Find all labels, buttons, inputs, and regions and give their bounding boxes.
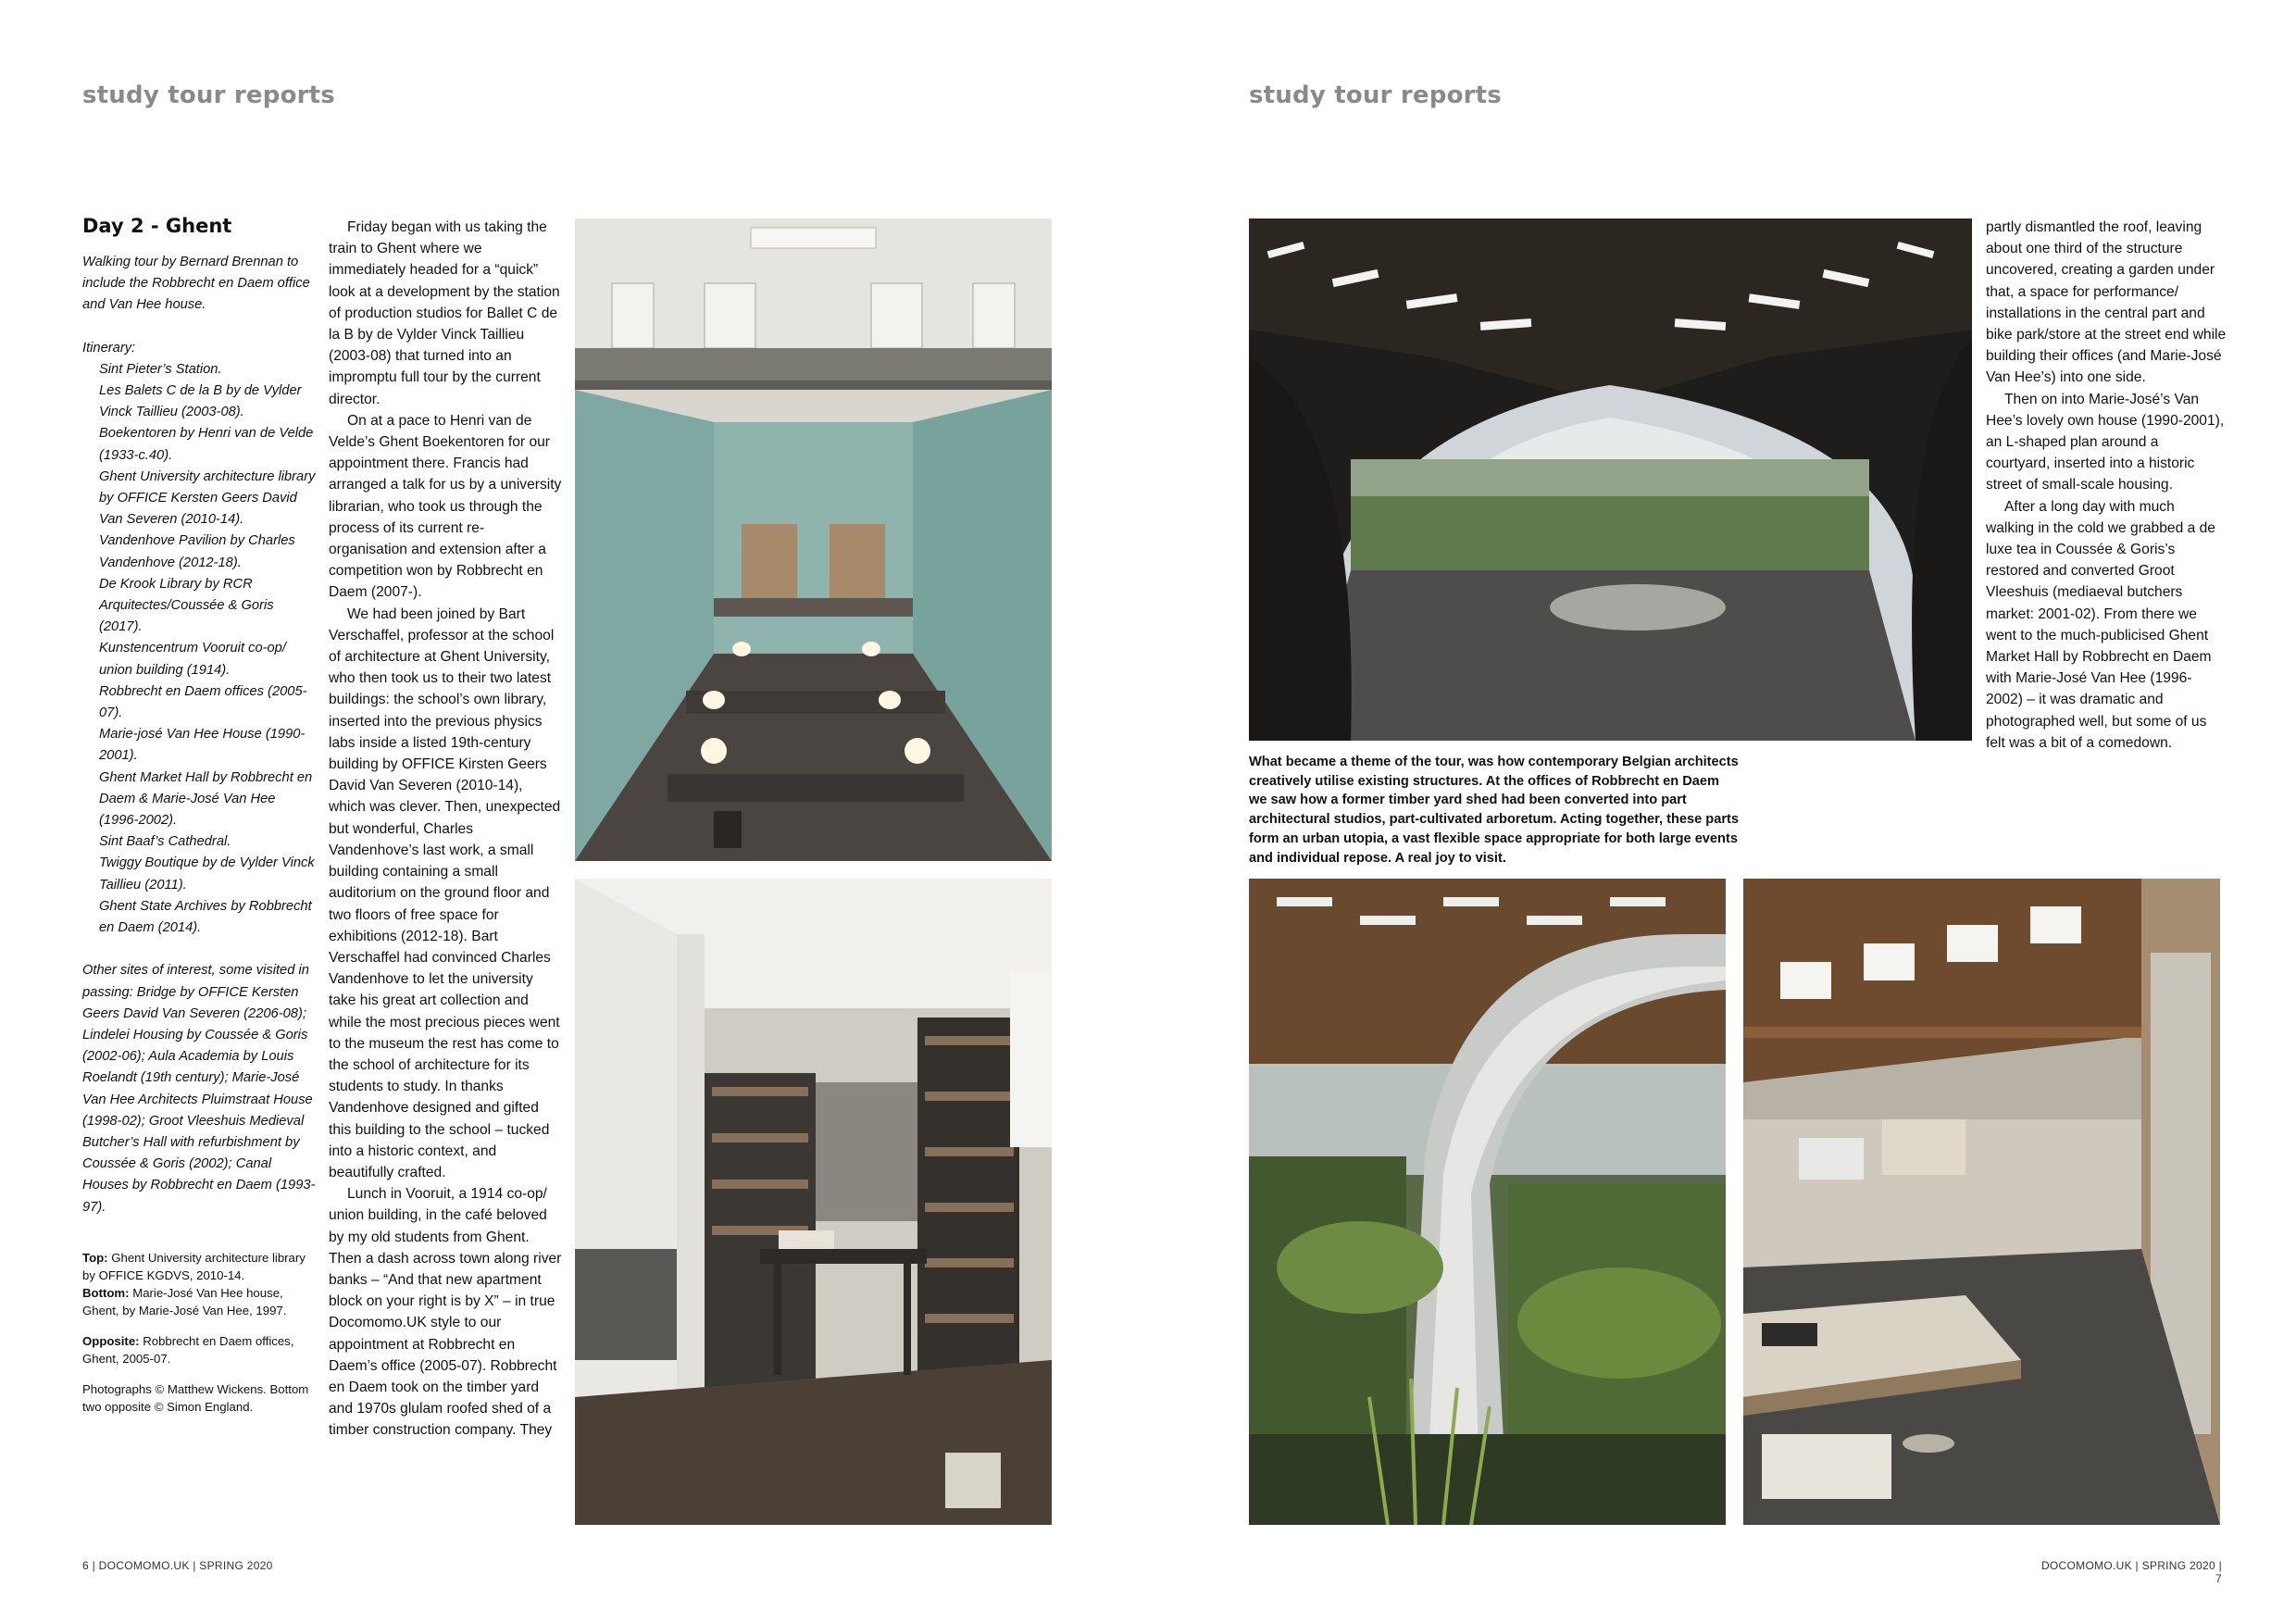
left-page-footer: 6 | DOCOMOMO.UK | SPRING 2020 bbox=[82, 1559, 273, 1572]
photo-glulam-arch-garden bbox=[1249, 879, 1726, 1525]
caption-opposite-text: Robbrecht en Daem offices, Ghent, 2005-07. bbox=[82, 1334, 294, 1366]
itinerary-item: Boekentoren by Henri van de Velde (1933-c.40). bbox=[99, 426, 314, 463]
right-page-header: study tour reports bbox=[1249, 81, 1502, 109]
itinerary-item: Ghent University architecture library by OFFICE Kersten Geers David Van Severen (2010-14). bbox=[99, 468, 316, 528]
itinerary-item: Twiggy Boutique by de Vylder Vinck Taillieu (2011). bbox=[99, 855, 315, 893]
itinerary-item: Kunstencentrum Vooruit co-op/ union building (1914). bbox=[99, 641, 286, 678]
itinerary-item: Marie-josé Van Hee House (1990-2001). bbox=[99, 727, 306, 764]
photo-timber-shed-garden bbox=[1249, 218, 1972, 741]
caption-bottom-text: Marie-José Van Hee house, Ghent, by Marie-José Van Hee, 1997. bbox=[82, 1286, 287, 1317]
photo-credits: Photographs © Matthew Wickens. Bottom two opposite © Simon England. bbox=[82, 1382, 309, 1414]
day-title: Day 2 - Ghent bbox=[82, 215, 232, 237]
sidebar-column bbox=[82, 252, 316, 1218]
body-paragraph: Lunch in Vooruit, a 1914 co-op/ union building, in the café beloved by my old students from Ghent. Then a dash across town along river banks – “And that new apartment block on your right is by X” – in true Docomomo.UK style to our appointment at Robbrecht en Daem’s office (2005-07). Robbrecht en Daem took on the timber yard and 1970s glulam roofed shed of a timber construction company. They bbox=[329, 1186, 562, 1439]
photo-library-interior bbox=[575, 218, 1052, 861]
itinerary-item: Ghent State Archives by Robbrecht en Daem (2014). bbox=[99, 898, 312, 936]
itinerary-item: De Krook Library by RCR Arquitectes/Coussée & Goris (2017). bbox=[99, 576, 274, 635]
other-sites-text: Other sites of interest, some visited in passing: Bridge by OFFICE Kersten Geers David Van Severen (2206-08); Lindelei Housing by Coussée & Goris (2002-06); Aula Academia by Louis Roelandt (19th century); Marie-José Van Hee Architects Pluimstraat House (1998-02); Groot Vleeshuis Medieval Butcher’s Hall with refurbishment by Coussée & Goris (2002); Canal Houses by Robbrecht en Daem (1993-97). bbox=[82, 963, 316, 1215]
caption-opposite-label: Opposite: bbox=[82, 1334, 140, 1348]
caption-top-text: Ghent University architecture library by OFFICE KGDVS, 2010-14. bbox=[82, 1251, 306, 1282]
body-paragraph: On at a pace to Henri van de Velde’s Ghent Boekentoren for our appointment there. Francis had arranged a talk for us by a university librarian, who took us through the process of its current re-organisation and extension after a competition won by Robbrecht en Daem (2007-). bbox=[329, 412, 562, 601]
body-paragraph: partly dismantled the roof, leaving about one third of the structure uncovered, creating a garden under that, a space for performance/ installations in the central part and bike park/store at the street end while building their offices (and Marie-José Van Hee’s) into one side. bbox=[1986, 219, 2227, 386]
left-page-header: study tour reports bbox=[82, 81, 335, 109]
caption-bottom-label: Bottom: bbox=[82, 1286, 130, 1300]
body-paragraph: After a long day with much walking in the cold we grabbed a de luxe tea in Coussée & Goris’s restored and converted Groot Vleeshuis (mediaeval butchers market: 2001-02). From there we went to the much-publicised Ghent Market Hall by Robbrecht en Daem with Marie-José Van Hee (1996-2002) – it was dramatic and photographed well, but some of us felt was a bit of a comedown. bbox=[1986, 498, 2215, 751]
photo-house-interior bbox=[575, 879, 1052, 1525]
photo-captions bbox=[82, 1249, 318, 1429]
body-paragraph: We had been joined by Bart Verschaffel, professor at the school of architecture at Ghent University, who then took us to their two latest buildings: the school’s own library, inserted into the previous physics labs inside a listed 19th-century building by OFFICE Kirsten Geers David Van Severen (2010-14), which was clever. Then, unexpected but wonderful, Charles Vandenhove’s last work, a small building containing a small auditorium on the ground floor and two floors of free space for exhibitions (2012-18). Bart Verschaffel had convinced Charles Vandenhove to let the university take his great art collection and while the most precious pieces went to the museum the rest has come to the school of architecture for its students to study. In thanks Vandenhove designed and gifted this building to the school – tucked into a historic context, and beautifully crafted. bbox=[329, 606, 561, 1180]
caption-top-label: Top: bbox=[82, 1251, 108, 1265]
right-page-footer: DOCOMOMO.UK | SPRING 2020 | 7 bbox=[2040, 1559, 2222, 1585]
body-paragraph: Then on into Marie-José’s Van Hee’s lovely own house (1990-2001), an L-shaped plan around a courtyard, inserted into a historic street of small-scale housing. bbox=[1986, 391, 2225, 493]
right-body-column bbox=[1986, 217, 2227, 754]
itinerary-label: Itinerary: bbox=[82, 340, 136, 356]
itinerary-item: Les Balets C de la B by de Vylder Vinck Taillieu (2003-08). bbox=[99, 383, 302, 420]
body-paragraph: Friday began with us taking the train to Ghent where we immediately headed for a “quick” look at a development by the station of production studios for Ballet C de la B by de Vylder Vinck Taillieu (2003-08) that turned into an impromptu full tour by the current director. bbox=[329, 219, 560, 407]
itinerary-item: Vandenhove Pavilion by Charles Vandenhove (2012-18). bbox=[99, 533, 295, 570]
left-body-column bbox=[329, 217, 562, 1442]
itinerary-item: Ghent Market Hall by Robbrecht en Daem & Marie-José Van Hee (1996-2002). bbox=[99, 769, 313, 829]
itinerary-item: Robbrecht en Daem offices (2005-07). bbox=[99, 683, 307, 721]
intro-text: Walking tour by Bernard Brennan to include the Robbrecht en Daem office and Van Hee house. bbox=[82, 255, 310, 313]
photo-studio-office bbox=[1743, 879, 2220, 1525]
itinerary-item: Sint Pieter’s Station. bbox=[99, 361, 222, 377]
right-photo-caption: What became a theme of the tour, was how contemporary Belgian architects creatively utilise existing structures. At the offices of Robbrecht en Daem we saw how a former timber yard shed had been converted into part architectural studios, part-cultivated arboretum. Acting together, these parts form an urban utopia, a vast flexible space appropriate for both large events and individual repose. A real joy to visit. bbox=[1249, 755, 1739, 866]
itinerary-item: Sint Baaf’s Cathedral. bbox=[99, 834, 231, 850]
itinerary-list bbox=[82, 359, 316, 939]
